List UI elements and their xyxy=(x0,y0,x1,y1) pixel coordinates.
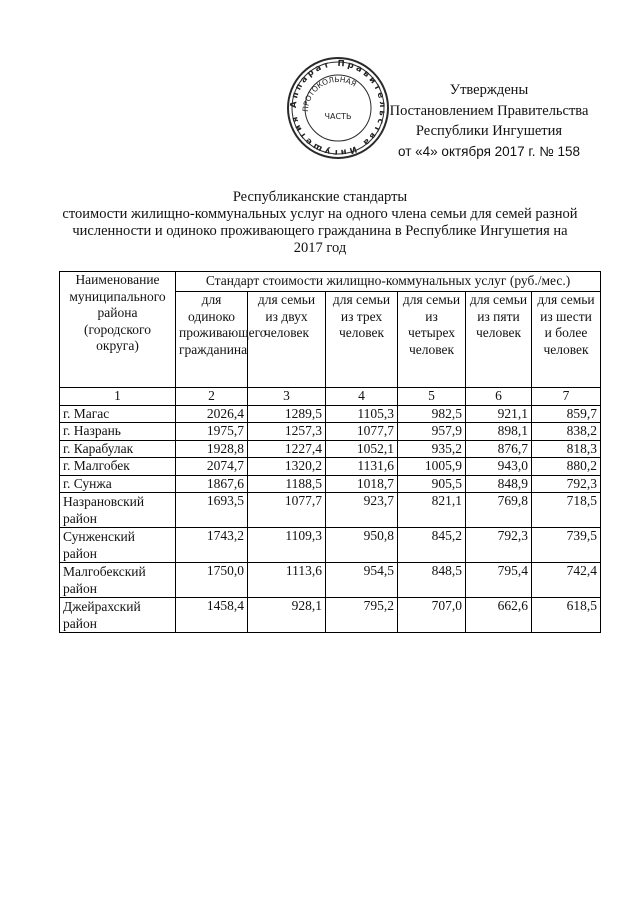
seal-center-text: ЧАСТЬ xyxy=(324,112,352,121)
district-name: Джейрахский район xyxy=(60,598,176,633)
district-name: г. Назрань xyxy=(60,423,176,441)
cost-value: 1975,7 xyxy=(176,423,248,441)
title-line-1: Республиканские стандарты xyxy=(232,189,408,205)
title-line-2: стоимости жилищно-коммунальных услуг на одного члена семьи для семей разной xyxy=(62,206,578,222)
cost-value: 928,1 xyxy=(248,598,326,633)
district-name: Назрановский район xyxy=(60,493,176,528)
cost-value: 795,4 xyxy=(466,563,532,598)
title-line-4: 2017 год xyxy=(293,240,347,256)
column-number: 7 xyxy=(532,388,601,406)
seal-outer-text: Аппарат Правительства Ингушетия xyxy=(288,58,388,158)
cost-value: 1289,5 xyxy=(248,405,326,423)
cost-value: 954,5 xyxy=(326,563,398,598)
table-row xyxy=(60,598,601,633)
cost-value: 795,2 xyxy=(326,598,398,633)
cost-value: 1750,0 xyxy=(176,563,248,598)
district-name: Малгобекский район xyxy=(60,563,176,598)
cost-value: 1113,6 xyxy=(248,563,326,598)
cost-value: 905,5 xyxy=(398,475,466,493)
cost-value: 876,7 xyxy=(466,440,532,458)
cost-value: 707,0 xyxy=(398,598,466,633)
cost-value: 921,1 xyxy=(466,405,532,423)
cost-value: 2026,4 xyxy=(176,405,248,423)
district-name: г. Карабулак xyxy=(60,440,176,458)
seal-inner-text: ПРОТОКОЛЬНАЯ xyxy=(300,74,358,113)
cost-value: 792,3 xyxy=(466,528,532,563)
cost-value: 769,8 xyxy=(466,493,532,528)
column-number: 5 xyxy=(398,388,466,406)
household-size-header: для семьи из двух человек xyxy=(248,292,326,388)
cost-value: 880,2 xyxy=(532,458,601,476)
table-row xyxy=(60,528,601,563)
cost-value: 935,2 xyxy=(398,440,466,458)
column-number: 3 xyxy=(248,388,326,406)
household-size-header: для одиноко проживающего гражданина xyxy=(176,292,248,388)
district-column-header: Наименование муниципального района (городского округа) xyxy=(60,272,176,388)
cost-value: 1257,3 xyxy=(248,423,326,441)
cost-value: 1188,5 xyxy=(248,475,326,493)
cost-value: 848,9 xyxy=(466,475,532,493)
cost-value: 1227,4 xyxy=(248,440,326,458)
cost-value: 1052,1 xyxy=(326,440,398,458)
cost-value: 859,7 xyxy=(532,405,601,423)
column-number: 4 xyxy=(326,388,398,406)
table-row xyxy=(60,458,601,476)
approval-block xyxy=(378,80,600,162)
cost-value: 838,2 xyxy=(532,423,601,441)
cost-value: 1928,8 xyxy=(176,440,248,458)
column-number: 1 xyxy=(60,388,176,406)
table-row xyxy=(60,440,601,458)
cost-value: 923,7 xyxy=(326,493,398,528)
table-row xyxy=(60,563,601,598)
district-name: Сунженский район xyxy=(60,528,176,563)
cost-value: 818,3 xyxy=(532,440,601,458)
cost-value: 1743,2 xyxy=(176,528,248,563)
cost-value: 618,5 xyxy=(532,598,601,633)
table-row xyxy=(60,405,601,423)
approval-line-3: Республики Ингушетия xyxy=(415,123,563,139)
tariff-table xyxy=(59,271,601,633)
cost-value: 792,3 xyxy=(532,475,601,493)
official-seal-stamp xyxy=(286,56,390,160)
household-size-header: для семьи из пяти человек xyxy=(466,292,532,388)
standard-cost-header: Стандарт стоимости жилищно-коммунальных услуг (руб./мес.) xyxy=(176,272,601,292)
document-title xyxy=(60,189,580,257)
cost-value: 1131,6 xyxy=(326,458,398,476)
approval-line-2: Постановлением Правительства xyxy=(389,102,589,119)
table-row xyxy=(60,475,601,493)
cost-value: 1005,9 xyxy=(398,458,466,476)
cost-value: 821,1 xyxy=(398,493,466,528)
table-row xyxy=(60,423,601,441)
cost-value: 1105,3 xyxy=(326,405,398,423)
cost-value: 662,6 xyxy=(466,598,532,633)
cost-value: 1320,2 xyxy=(248,458,326,476)
column-number: 6 xyxy=(466,388,532,406)
cost-value: 742,4 xyxy=(532,563,601,598)
household-size-header: для семьи из трех человек xyxy=(326,292,398,388)
household-size-header: для семьи из четырех человек xyxy=(398,292,466,388)
cost-value: 845,2 xyxy=(398,528,466,563)
table-row xyxy=(60,493,601,528)
cost-value: 2074,7 xyxy=(176,458,248,476)
title-line-3: численности и одиноко проживающего гражданина в Республике Ингушетия на xyxy=(72,223,568,239)
approval-date: от «4» октября 2017 г. № 158 xyxy=(398,143,580,159)
cost-value: 1109,3 xyxy=(248,528,326,563)
district-name: г. Малгобек xyxy=(60,458,176,476)
district-name: г. Магас xyxy=(60,405,176,423)
cost-value: 1693,5 xyxy=(176,493,248,528)
column-number: 2 xyxy=(176,388,248,406)
household-size-header: для семьи из шести и более человек xyxy=(532,292,601,388)
cost-value: 950,8 xyxy=(326,528,398,563)
approval-line-1: Утверждены xyxy=(449,82,529,98)
cost-value: 982,5 xyxy=(398,405,466,423)
district-name: г. Сунжа xyxy=(60,475,176,493)
cost-value: 1458,4 xyxy=(176,598,248,633)
cost-value: 898,1 xyxy=(466,423,532,441)
cost-value: 1077,7 xyxy=(248,493,326,528)
cost-value: 718,5 xyxy=(532,493,601,528)
cost-value: 1018,7 xyxy=(326,475,398,493)
cost-value: 1077,7 xyxy=(326,423,398,441)
cost-value: 943,0 xyxy=(466,458,532,476)
cost-value: 1867,6 xyxy=(176,475,248,493)
cost-value: 739,5 xyxy=(532,528,601,563)
column-number-row xyxy=(60,388,601,406)
cost-value: 957,9 xyxy=(398,423,466,441)
cost-value: 848,5 xyxy=(398,563,466,598)
